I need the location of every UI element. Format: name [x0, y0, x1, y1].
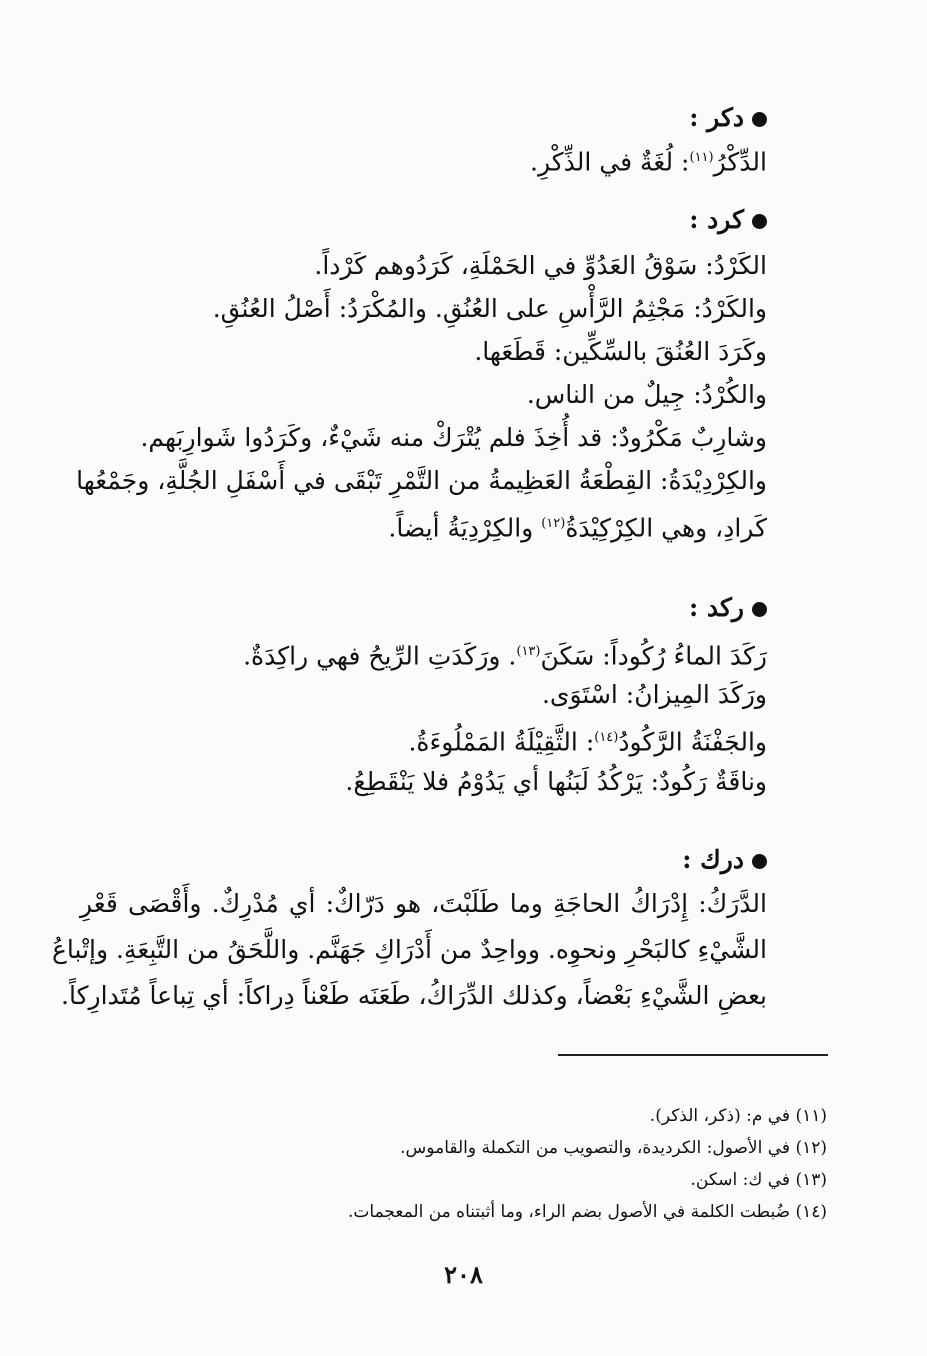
entry-line: رَكَدَ الماءُ رُكُوداً: سَكَنَ$^{(١٣)}$. ورَكَدَتِ الرِّيحُ فهي راكِدَةٌ. — [243, 641, 767, 671]
entry-line: كَرادِ، وهي الكِرْكِيْدَةُ$^{(١٢)}$ والكِرْدِيَةُ أيضاً. — [388, 513, 767, 543]
page-number: ٢٠٨ — [444, 1260, 483, 1289]
entry-line: وشارِبٌ مَكْرُودٌ: قد أُخِذَ فلم يُتْرَكْ منه شَيْءٌ، وكَرَدُوا شَوارِبَهم. — [140, 423, 767, 452]
entry-heading-rkd: ركد : — [80, 588, 767, 628]
entry-heading-drk: درك : — [80, 840, 767, 880]
entry-line: الشَّيْءِ كالبَحْرِ ونحوِه. وواحِدٌ من أَدْرَاكِ جَهَنَّم. واللَّحَقُ من التَّبِعَةِ. وإتْباعُ — [51, 935, 767, 964]
footnote: (١١) في م: (ذكر، الذكر). — [649, 1106, 827, 1126]
footnote-divider — [558, 1054, 828, 1056]
bullet-icon — [752, 214, 767, 229]
entry-heading-krd: كرد : — [80, 200, 767, 240]
entry-line: الدَّرَكُ: إِدْرَاكُ الحاجَةِ وما طَلَبْتَ، هو دَرّاكٌ: أي مُدْرِكٌ. وأَقْصَى قَعْرِ — [80, 889, 767, 918]
entry-line: وكَرَدَ العُنُقَ بالسِّكِّين: قَطَعَها. — [474, 337, 767, 366]
entry-line: الكَرْدُ: سَوْقُ العَدُوِّ في الحَمْلَةِ، كَرَدُوهم كَرْداً. — [314, 251, 767, 280]
entry-line: بعضِ الشَّيْءِ بَعْضاً، وكذلك الدِّرَاكُ، طَعَنَه طَعْناً دِراكاً: أي تِباعاً مُتَدارِكاً. — [61, 981, 767, 1010]
entry-line: والجَفْنَةُ الرَّكُودُ$^{(١٤)}$: الثَّقِيْلَةُ المَمْلُوءَةُ. — [408, 727, 767, 757]
footnote: (١٣) في ك: اسكن. — [690, 1170, 827, 1190]
entry-line: وناقَةٌ رَكُودٌ: يَرْكُدُ لَبَنُها أي يَدُوْمُ فلا يَنْقَطِعُ. — [345, 767, 767, 796]
entry-line: الدِّكْرُ$^{(١١)}$: لُغَةٌ في الذِّكْرِ. — [530, 147, 767, 177]
bullet-icon — [752, 854, 767, 869]
bullet-icon — [752, 602, 767, 617]
footnote: (١٤) ضُبطت الكلمة في الأصول بضم الراء، وما أثبتناه من المعجمات. — [348, 1202, 827, 1222]
entry-heading-dkr: دكر : — [80, 98, 767, 138]
entry-line: والكَرْدُ: مَجْثِمُ الرَّأْسِ على العُنُقِ. والمُكْرَدُ: أَصْلُ العُنُقِ. — [212, 294, 767, 323]
entry-line: ورَكَدَ المِيزانُ: اسْتَوَى. — [541, 680, 767, 709]
entry-line: والكُرْدُ: جِيلٌ من الناس. — [526, 380, 767, 409]
footnote: (١٢) في الأصول: الكرديدة، والتصويب من التكملة والقاموس. — [400, 1138, 827, 1158]
entry-line: والكِرْدِيْدَةُ: القِطْعَةُ العَظِيمةُ من التَّمْرِ تَبْقَى في أَسْفَلِ الجُلَّةِ، وجَمْعُها — [76, 466, 767, 495]
bullet-icon — [752, 112, 767, 127]
